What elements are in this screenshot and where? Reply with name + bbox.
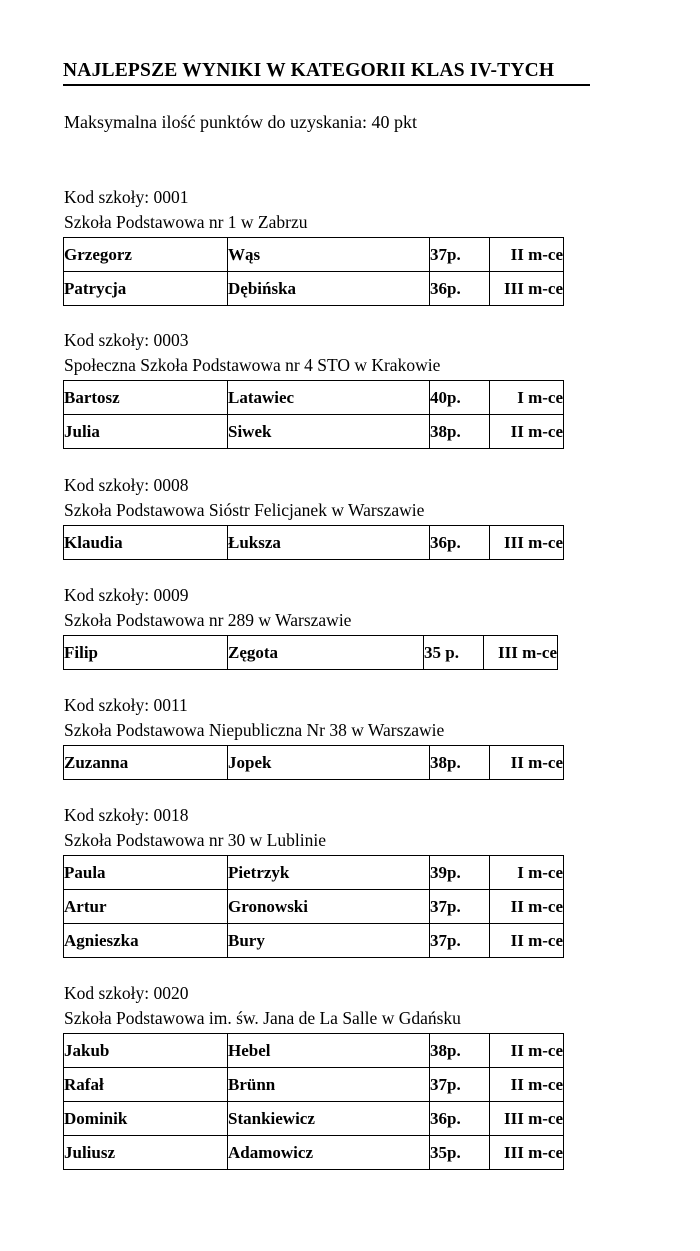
- table-row: [64, 238, 564, 272]
- participant-first-name: Jakub: [64, 1034, 228, 1068]
- participant-first-name: Klaudia: [64, 526, 228, 560]
- participant-last-name: Stankiewicz: [228, 1102, 430, 1136]
- participant-place: II m-ce: [490, 1034, 564, 1068]
- participant-last-name: Bury: [228, 924, 430, 958]
- participant-score: 38p.: [430, 746, 490, 780]
- school-section: [63, 981, 564, 1170]
- participant-place: II m-ce: [490, 924, 564, 958]
- participant-first-name: Patrycja: [64, 272, 228, 306]
- participant-first-name: Juliusz: [64, 1136, 228, 1170]
- table-row: [64, 890, 564, 924]
- school-name: Szkoła Podstawowa nr 30 w Lublinie: [64, 830, 326, 850]
- school-name: Społeczna Szkoła Podstawowa nr 4 STO w Krakowie: [64, 355, 441, 375]
- participant-last-name: Pietrzyk: [228, 856, 430, 890]
- school-code: Kod szkoły: 0008: [64, 475, 189, 495]
- participant-last-name: Adamowicz: [228, 1136, 430, 1170]
- school-name: Szkoła Podstawowa Niepubliczna Nr 38 w Warszawie: [64, 720, 445, 740]
- participant-place: III m-ce: [484, 636, 558, 670]
- participant-first-name: Bartosz: [64, 381, 228, 415]
- school-code: Kod szkoły: 0018: [64, 805, 189, 825]
- participant-score: 35 p.: [424, 636, 484, 670]
- participant-score: 39p.: [430, 856, 490, 890]
- participant-place: II m-ce: [490, 415, 564, 449]
- participant-score: 37p.: [430, 1068, 490, 1102]
- participant-last-name: Hebel: [228, 1034, 430, 1068]
- school-name: Szkoła Podstawowa nr 1 w Zabrzu: [64, 212, 308, 232]
- school-code: Kod szkoły: 0020: [64, 983, 189, 1003]
- page-title: NAJLEPSZE WYNIKI W KATEGORII KLAS IV-TYCH: [63, 60, 590, 86]
- participant-place: I m-ce: [490, 381, 564, 415]
- results-table: [63, 525, 564, 560]
- participant-first-name: Paula: [64, 856, 228, 890]
- table-row: [64, 526, 564, 560]
- school-name: Szkoła Podstawowa Sióstr Felicjanek w Warszawie: [64, 500, 425, 520]
- school-code: Kod szkoły: 0011: [64, 695, 188, 715]
- participant-place: II m-ce: [490, 746, 564, 780]
- participant-last-name: Gronowski: [228, 890, 430, 924]
- participant-place: III m-ce: [490, 526, 564, 560]
- school-section: [63, 185, 564, 306]
- participant-score: 35p.: [430, 1136, 490, 1170]
- school-name: Szkoła Podstawowa nr 289 w Warszawie: [64, 610, 352, 630]
- participant-score: 36p.: [430, 272, 490, 306]
- school-section: [63, 693, 564, 780]
- participant-last-name: Latawiec: [228, 381, 430, 415]
- school-code: Kod szkoły: 0001: [64, 187, 189, 207]
- participant-score: 37p.: [430, 890, 490, 924]
- school-section: [63, 328, 564, 449]
- results-table: [63, 745, 564, 780]
- results-table: [63, 237, 564, 306]
- school-code: Kod szkoły: 0009: [64, 585, 189, 605]
- participant-place: II m-ce: [490, 238, 564, 272]
- table-row: [64, 636, 558, 670]
- results-table: [63, 855, 564, 958]
- participant-score: 37p.: [430, 238, 490, 272]
- participant-place: I m-ce: [490, 856, 564, 890]
- participant-last-name: Dębińska: [228, 272, 430, 306]
- table-row: [64, 381, 564, 415]
- school-code: Kod szkoły: 0003: [64, 330, 189, 350]
- school-name: Szkoła Podstawowa im. św. Jana de La Salle w Gdańsku: [64, 1008, 461, 1028]
- participant-score: 38p.: [430, 415, 490, 449]
- participant-first-name: Zuzanna: [64, 746, 228, 780]
- participant-last-name: Siwek: [228, 415, 430, 449]
- max-points-note: Maksymalna ilość punktów do uzyskania: 40 pkt: [64, 112, 417, 132]
- table-row: [64, 1034, 564, 1068]
- participant-first-name: Filip: [64, 636, 228, 670]
- table-row: [64, 856, 564, 890]
- participant-first-name: Artur: [64, 890, 228, 924]
- table-row: [64, 1068, 564, 1102]
- table-row: [64, 1136, 564, 1170]
- participant-last-name: Jopek: [228, 746, 430, 780]
- participant-first-name: Rafał: [64, 1068, 228, 1102]
- table-row: [64, 1102, 564, 1136]
- participant-place: II m-ce: [490, 890, 564, 924]
- results-table: [63, 380, 564, 449]
- results-table: [63, 635, 558, 670]
- table-row: [64, 415, 564, 449]
- participant-score: 37p.: [430, 924, 490, 958]
- participant-place: III m-ce: [490, 1136, 564, 1170]
- participant-last-name: Brünn: [228, 1068, 430, 1102]
- participant-first-name: Julia: [64, 415, 228, 449]
- participant-score: 36p.: [430, 526, 490, 560]
- results-table: [63, 1033, 564, 1170]
- table-row: [64, 924, 564, 958]
- participant-place: III m-ce: [490, 1102, 564, 1136]
- school-section: [63, 803, 564, 958]
- table-row: [64, 746, 564, 780]
- participant-last-name: Łuksza: [228, 526, 430, 560]
- participant-last-name: Wąs: [228, 238, 430, 272]
- participant-place: II m-ce: [490, 1068, 564, 1102]
- table-row: [64, 272, 564, 306]
- participant-place: III m-ce: [490, 272, 564, 306]
- school-section: [63, 473, 564, 560]
- participant-score: 40p.: [430, 381, 490, 415]
- participant-last-name: Zęgota: [228, 636, 424, 670]
- participant-first-name: Grzegorz: [64, 238, 228, 272]
- school-section: [63, 583, 558, 670]
- participant-score: 36p.: [430, 1102, 490, 1136]
- participant-first-name: Dominik: [64, 1102, 228, 1136]
- participant-first-name: Agnieszka: [64, 924, 228, 958]
- participant-score: 38p.: [430, 1034, 490, 1068]
